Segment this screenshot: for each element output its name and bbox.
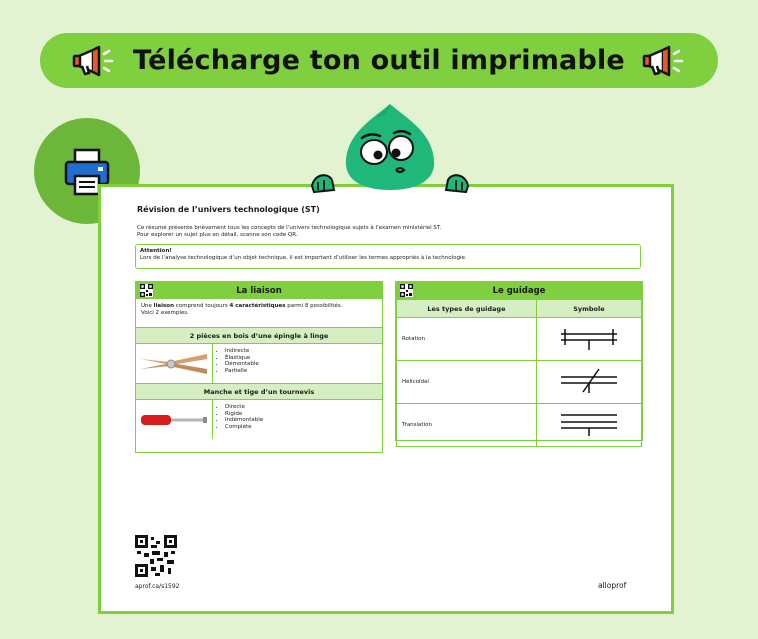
example-title: Manche et tige d’un tournevis — [136, 383, 382, 400]
table-row — [397, 404, 642, 447]
attention-label: Attention! — [140, 248, 172, 254]
intro-line: Pour explorer un sujet plus en détail, scanne son code QR. — [137, 232, 298, 238]
megaphone-icon — [71, 44, 117, 78]
table-row — [397, 318, 642, 361]
list-item: • Indirecte — [225, 348, 259, 355]
desc-text: Une — [141, 303, 154, 309]
table-cell — [536, 361, 641, 404]
document-intro — [137, 225, 607, 239]
qr-code-icon[interactable] — [400, 284, 413, 297]
document-title: Révision de l’univers technologique (ST) — [137, 205, 320, 214]
example-row — [136, 344, 382, 383]
intro-line: Ce résumé présente brièvement tous les concepts de l’univers technologique sujets à l’examen ministériel ST. — [137, 225, 442, 231]
qr-code-icon[interactable] — [140, 284, 153, 297]
printable-sheet[interactable] — [98, 184, 674, 614]
helical-symbol-icon — [559, 368, 619, 394]
guidage-table — [396, 299, 642, 447]
screwdriver-image — [136, 400, 213, 439]
table-header-row — [397, 300, 642, 318]
list-item: • Indémontable — [225, 417, 263, 424]
trait-list — [213, 344, 259, 383]
screwdriver-icon — [139, 410, 209, 430]
column-header: Symbole — [536, 300, 641, 318]
liaison-header — [136, 282, 382, 299]
list-item: • Directe — [225, 404, 263, 411]
banner-title: Télécharge ton outil imprimable — [133, 45, 625, 76]
desc-bold: 4 caractéristiques — [229, 303, 286, 309]
translation-symbol-icon — [559, 411, 619, 437]
attention-text: Lors de l’analyse technologique d’un objet technique, il est important d’utiliser les termes appropriés à la technologie. — [140, 255, 467, 261]
example-title: 2 pièces en bois d’une épingle à linge — [136, 327, 382, 344]
megaphone-icon — [641, 44, 687, 78]
guidage-header — [396, 282, 642, 299]
list-item: • Démontable — [225, 361, 259, 368]
clothespin-image — [136, 344, 213, 383]
rotation-symbol-icon — [559, 325, 619, 351]
guidage-title: Le guidage — [492, 285, 546, 296]
qr-code[interactable] — [135, 535, 177, 577]
banner[interactable] — [40, 33, 718, 88]
table-row — [397, 361, 642, 404]
table-cell: Translation — [397, 404, 537, 447]
mascot-character — [310, 100, 470, 195]
footer-url[interactable]: aprof.ca/s1592 — [135, 583, 180, 590]
desc-bold: liaison — [153, 303, 174, 309]
example-row — [136, 400, 382, 439]
liaison-panel — [135, 281, 383, 453]
desc-text: Voici 2 exemples. — [141, 310, 189, 316]
liaison-title: La liaison — [236, 285, 282, 296]
list-item: • Partielle — [225, 368, 259, 375]
footer-brand: alloprof — [598, 581, 627, 590]
liaison-description — [136, 299, 382, 327]
desc-text: comprend toujours — [174, 303, 230, 309]
table-cell — [536, 318, 641, 361]
clothespin-icon — [139, 351, 209, 377]
attention-box — [135, 244, 641, 269]
table-cell: Hélicoïdal — [397, 361, 537, 404]
column-header: Les types de guidage — [397, 300, 537, 318]
trait-list — [213, 400, 263, 439]
list-item: • Élastique — [225, 355, 259, 362]
list-item: • Rigide — [225, 411, 263, 418]
desc-text: parmi 8 possibilités. — [285, 303, 343, 309]
table-cell: Rotation — [397, 318, 537, 361]
list-item: • Complète — [225, 424, 263, 431]
table-cell — [536, 404, 641, 447]
guidage-panel — [395, 281, 643, 441]
